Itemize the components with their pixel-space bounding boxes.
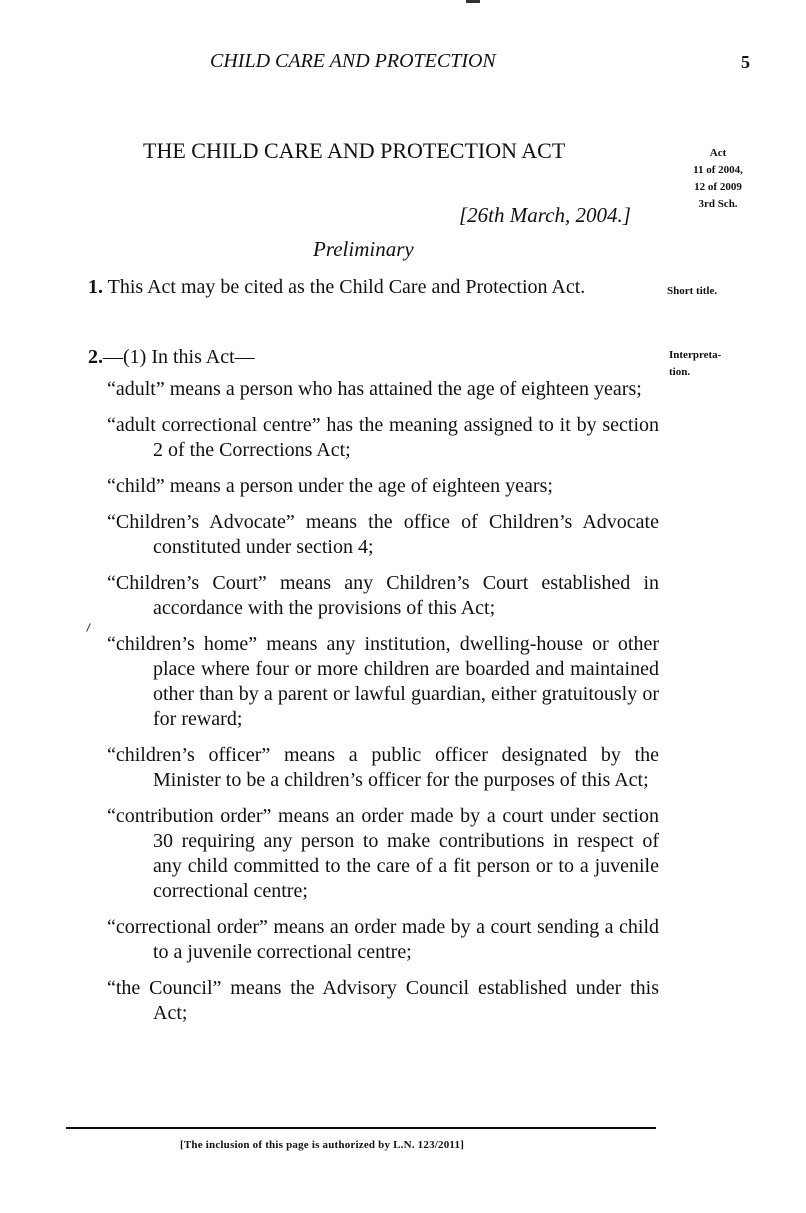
definition-item: “children’s home” means any institution, dwelling-house or other place where four or more children are boarded and maintained other than by a parent or lawful guardian, either gratuitously or for reward; — [107, 633, 659, 730]
margin-note-act-ref: 11 of 2004, — [693, 164, 743, 176]
section-1-number: 1. — [88, 276, 103, 298]
margin-note-act-references — [690, 145, 746, 213]
commencement-date: [26th March, 2004.] — [459, 203, 631, 227]
section-2-number: 2. — [88, 346, 103, 368]
margin-note-act-label: Act — [709, 147, 727, 159]
definition-item: “correctional order” means an order made by a court sending a child to a juvenile correctional centre; — [107, 916, 659, 963]
section-1 — [55, 275, 658, 300]
running-header-title: CHILD CARE AND PROTECTION — [210, 50, 496, 72]
definitions-list — [107, 377, 659, 1037]
definition-item: “children’s officer” means a public officer designated by the Minister to be a children’s officer for the purposes of this Act; — [107, 744, 659, 791]
definition-item: “Children’s Advocate” means the office of Children’s Advocate constituted under section 4; — [107, 511, 659, 558]
part-heading-preliminary: Preliminary — [313, 237, 414, 261]
section-2 — [55, 345, 658, 370]
scan-artifact — [86, 623, 91, 632]
definition-item: “the Council” means the Advisory Council established under this Act; — [107, 977, 659, 1024]
definition-item: “adult” means a person who has attained the age of eighteen years; — [107, 378, 642, 400]
page-number: 5 — [741, 52, 750, 72]
act-title: THE CHILD CARE AND PROTECTION ACT — [143, 138, 566, 163]
section-2-intro: —(1) In this Act— — [103, 346, 255, 368]
margin-note-act-ref: 3rd Sch. — [698, 198, 738, 210]
margin-note-interpretation — [669, 347, 721, 381]
definition-item: “child” means a person under the age of eighteen years; — [107, 475, 553, 497]
scan-artifact — [466, 0, 480, 3]
margin-note-interpretation-line: tion. — [669, 366, 691, 378]
margin-note-act-ref: 12 of 2009 — [694, 181, 742, 193]
margin-note-short-title: Short title. — [667, 285, 718, 297]
definition-item: “Children’s Court” means any Children’s Court established in accordance with the provisions of this Act; — [107, 572, 659, 619]
definition-item: “contribution order” means an order made by a court under section 30 requiring any person to make contributions in respect of any child committed to the care of a fit person or to a juvenile correctional centre; — [107, 805, 659, 902]
section-2-paragraph — [55, 345, 658, 370]
definition-item: “adult correctional centre” has the meaning assigned to it by section 2 of the Corrections Act; — [107, 414, 659, 461]
section-1-text: This Act may be cited as the Child Care and Protection Act. — [107, 276, 586, 298]
footer-rule — [66, 1127, 656, 1129]
margin-note-interpretation-line: Interpreta- — [669, 349, 722, 361]
footer-authorization-note: [The inclusion of this page is authorized by L.N. 123/2011] — [180, 1139, 465, 1151]
section-1-paragraph — [55, 275, 658, 300]
